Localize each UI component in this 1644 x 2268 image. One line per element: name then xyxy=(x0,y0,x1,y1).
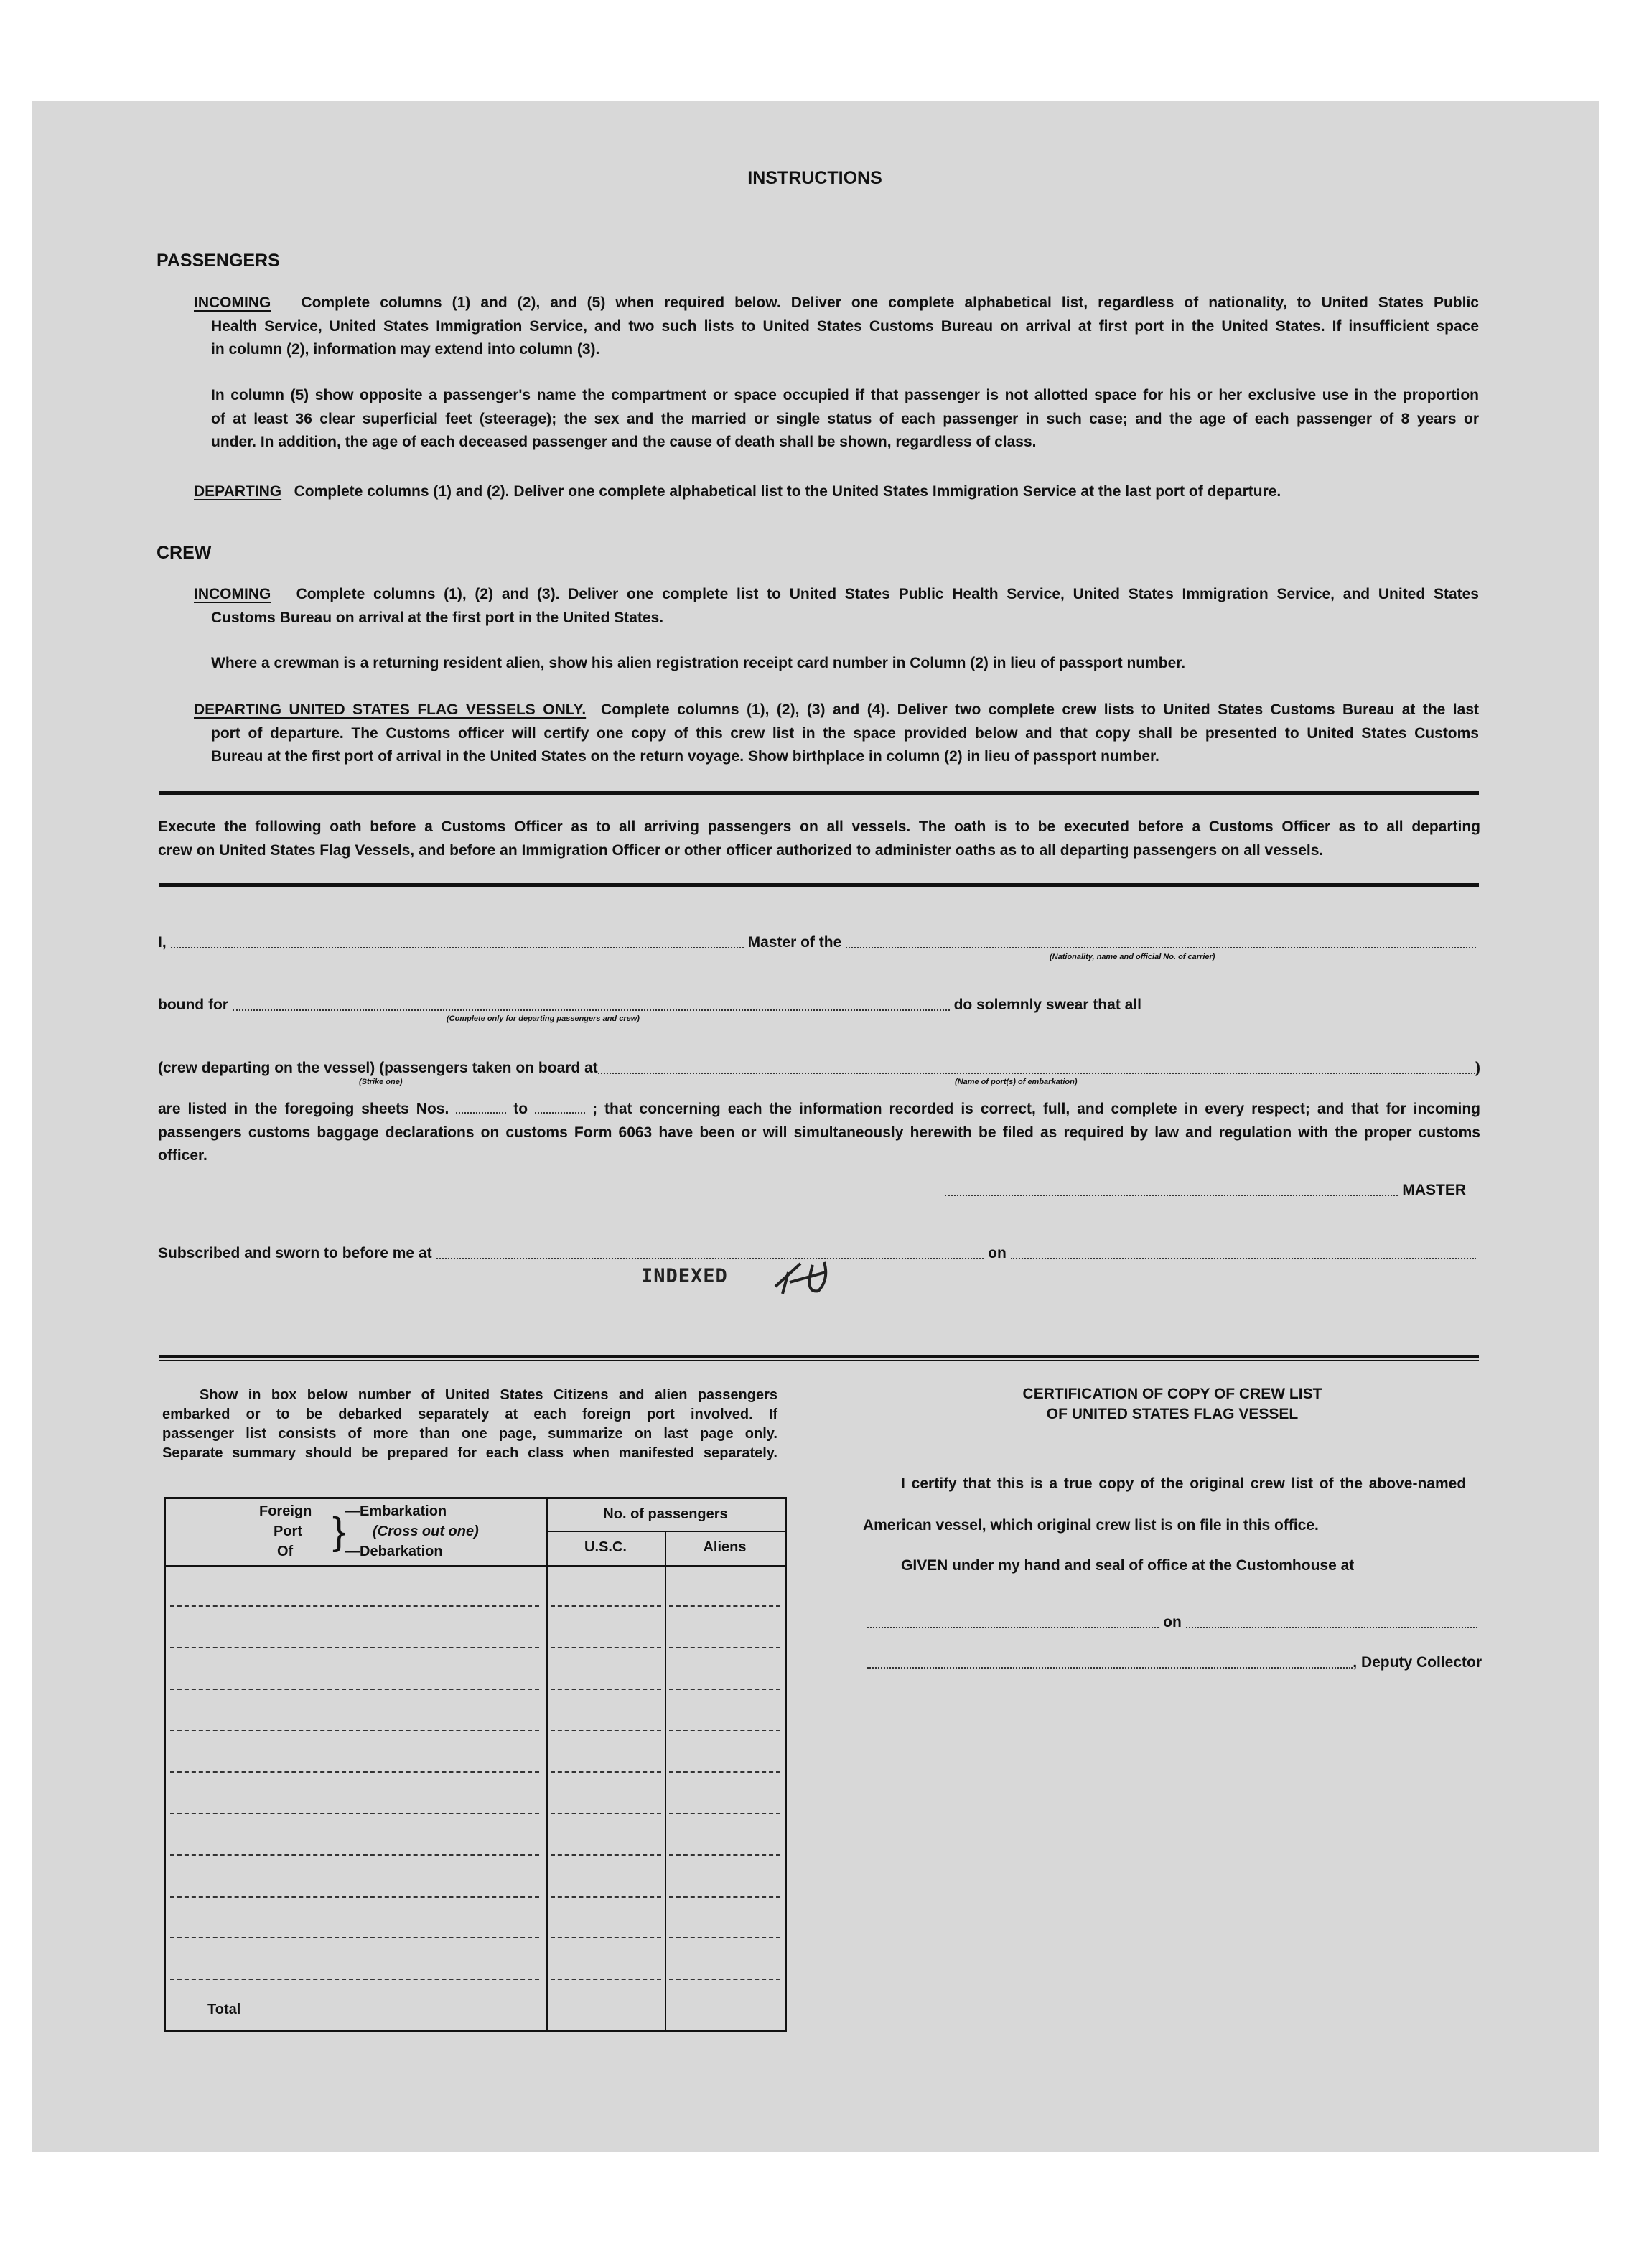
table-row-line xyxy=(170,1647,539,1648)
table-row-line xyxy=(669,1896,780,1898)
text-line: embarked or to be debarked separately at each foreign port involved. If xyxy=(162,1406,777,1422)
label: I, xyxy=(158,934,167,951)
table-row-line xyxy=(669,1813,780,1814)
table-row-line xyxy=(170,1605,539,1607)
page-title: INSTRUCTIONS xyxy=(747,168,882,188)
crew-incoming-paragraph xyxy=(194,583,1479,630)
master-name-field[interactable] xyxy=(171,947,744,948)
certification-title: OF UNITED STATES FLAG VESSEL xyxy=(1046,1406,1299,1422)
embarkation-ports-field[interactable] xyxy=(598,1073,1475,1074)
strike-one-caption: (Strike one) xyxy=(359,1078,403,1086)
table-row-line xyxy=(669,1647,780,1648)
table-row-line xyxy=(669,1730,780,1731)
incoming-label: INCOMING xyxy=(194,586,271,602)
sheet-from-field[interactable] xyxy=(456,1112,506,1114)
table-row-line xyxy=(170,1813,539,1814)
text: are listed in the foregoing sheets Nos. xyxy=(158,1101,449,1117)
sheet-to-field[interactable] xyxy=(535,1112,585,1114)
table-row-line xyxy=(170,1730,539,1731)
text-line: in column (2), information may extend into column (3). xyxy=(211,341,600,358)
passengers-heading: PASSENGERS xyxy=(157,251,280,271)
text-line: Complete columns (1), (2) and (3). Deliver one complete list to United States Public Health Service, United States Immigration Service, and United States xyxy=(296,586,1479,602)
table-row-line xyxy=(170,1937,539,1938)
table-row-line xyxy=(669,1979,780,1980)
carrier-caption: (Nationality, name and official No. of carrier) xyxy=(1050,953,1215,961)
text-line: Execute the following oath before a Customs Officer as to all arriving passengers on all vessels. The oath is to be executed before a Customs Officer as to all departing xyxy=(158,818,1480,835)
crew-heading: CREW xyxy=(157,543,212,563)
table-row-line xyxy=(551,1813,661,1814)
passengers-departing xyxy=(194,480,1281,503)
aliens-header: Aliens xyxy=(703,1539,747,1555)
crewman-note: Where a crewman is a returning resident alien, show his alien registration receipt card number in Column (2) in lieu of passport number. xyxy=(211,655,1186,671)
table-row-line xyxy=(551,1605,661,1607)
bound-for-line xyxy=(158,994,1141,1017)
text-line: Show in box below number of United States Citizens and alien passengers xyxy=(200,1387,777,1403)
table-row-line xyxy=(669,1771,780,1773)
embarkation-line xyxy=(158,1057,1480,1080)
text-line: port of departure. The Customs officer will certify one copy of this crew list in the space provided below and that copy shall be presented to United States Customs xyxy=(211,724,1479,742)
summary-instructions xyxy=(162,1386,777,1463)
of-label: Of xyxy=(277,1544,294,1559)
table-row-line xyxy=(551,1896,661,1898)
table-row-line xyxy=(551,1979,661,1980)
column5-paragraph xyxy=(211,384,1479,454)
table-row-line xyxy=(669,1605,780,1607)
divider xyxy=(159,791,1479,795)
text-line: Separate summary should be prepared for each class when manifested separately. xyxy=(162,1445,777,1461)
table-row-line xyxy=(551,1937,661,1938)
table-row-line xyxy=(669,1937,780,1938)
divider xyxy=(159,1360,1479,1361)
text-line: officer. xyxy=(158,1147,207,1164)
table-row-line xyxy=(669,1854,780,1856)
table-row-line xyxy=(551,1730,661,1731)
text: to xyxy=(513,1101,528,1117)
column-divider xyxy=(665,1531,666,2030)
bound-for-field[interactable] xyxy=(233,1009,950,1011)
header-divider xyxy=(546,1531,785,1532)
debarkation-option[interactable]: —Debarkation xyxy=(345,1544,443,1559)
text-line: Complete columns (1) and (2). Deliver one complete alphabetical list to the United States Immigration Service at the last port of departure. xyxy=(294,483,1281,500)
label: Subscribed and sworn to before me at xyxy=(158,1245,432,1261)
label: on xyxy=(1163,1614,1182,1630)
bound-caption: (Complete only for departing passengers and crew) xyxy=(447,1014,640,1023)
customhouse-field[interactable] xyxy=(867,1627,1159,1628)
initials-signature xyxy=(768,1258,833,1298)
master-signature-line xyxy=(940,1179,1466,1202)
text: ; that concerning each the information recorded is correct, full, and complete in every respect; and that for incoming xyxy=(592,1101,1480,1117)
table-row-line xyxy=(551,1689,661,1690)
text-line: Complete columns (1), (2), (3) and (4). Deliver two complete crew lists to United States Customs Bureau at the last xyxy=(601,701,1479,718)
certification-text: I certify that this is a true copy of the original crew list of the above-named xyxy=(901,1475,1467,1492)
table-row-line xyxy=(551,1854,661,1856)
port-label: Port xyxy=(274,1523,302,1539)
table-row-line xyxy=(551,1771,661,1773)
table-row-line xyxy=(170,1689,539,1690)
passenger-summary-table xyxy=(164,1497,787,2032)
departing-label: DEPARTING xyxy=(194,483,282,500)
embarkation-option[interactable]: —Embarkation xyxy=(345,1503,447,1519)
total-label: Total xyxy=(207,2002,241,2017)
text-line: In column (5) show opposite a passenger's name the compartment or space occupied if that passenger is not allotted space for his or her exclusive use in the proportion xyxy=(211,387,1479,403)
text-line: passenger list consists of more than one page, summarize on last page only. xyxy=(162,1426,777,1442)
text-line: Complete columns (1) and (2), and (5) when required below. Deliver one complete alphabetical list, regardless of nationality, to United States Public xyxy=(301,294,1479,311)
deputy-signature-field[interactable] xyxy=(867,1667,1353,1669)
table-row-line xyxy=(170,1771,539,1773)
departing-label: DEPARTING UNITED STATES FLAG VESSELS ONLY. xyxy=(194,701,587,718)
text-line: crew on United States Flag Vessels, and before an Immigration Officer or other officer authorized to administer oaths as to all departing passengers on all vessels. xyxy=(158,841,1324,859)
place-field[interactable] xyxy=(436,1258,984,1259)
oath-instructions xyxy=(158,816,1480,862)
crew-departing-paragraph xyxy=(194,699,1479,769)
label: bound for xyxy=(158,997,228,1013)
label: MASTER xyxy=(1402,1182,1466,1198)
certification-text: GIVEN under my hand and seal of office at the Customhouse at xyxy=(901,1557,1355,1574)
master-line xyxy=(158,931,1480,954)
header-divider xyxy=(166,1565,785,1567)
date-field[interactable] xyxy=(1011,1258,1476,1259)
table-row-line xyxy=(170,1896,539,1898)
divider xyxy=(159,1355,1479,1358)
table-row-line xyxy=(551,1647,661,1648)
column-divider xyxy=(546,1499,548,2030)
table-row-line xyxy=(170,1979,539,1980)
master-signature-field[interactable] xyxy=(945,1195,1398,1196)
text-line: Customs Bureau on arrival at the first port in the United States. xyxy=(211,609,664,626)
foreign-label: Foreign xyxy=(259,1503,312,1519)
label: do solemnly swear that all xyxy=(953,997,1141,1013)
ports-caption: (Name of port(s) of embarkation) xyxy=(955,1078,1078,1086)
text-line: Bureau at the first port of arrival in the United States on the return voyage. Show birthplace in column (2) in lieu of passport number. xyxy=(211,748,1159,765)
indexed-stamp: INDEXED xyxy=(641,1265,728,1287)
certification-date-field[interactable] xyxy=(1186,1627,1477,1628)
certification-title: CERTIFICATION OF COPY OF CREW LIST xyxy=(1022,1386,1322,1402)
divider xyxy=(159,883,1479,887)
text-line: under. In addition, the age of each deceased passenger and the cause of death shall be shown, regardless of class. xyxy=(211,434,1037,450)
certification-text: American vessel, which original crew list is on file in this office. xyxy=(863,1517,1319,1534)
brace-icon: } xyxy=(332,1510,346,1553)
usc-header: U.S.C. xyxy=(584,1539,627,1555)
listed-paragraph xyxy=(158,1098,1480,1168)
label: ) xyxy=(1475,1060,1480,1076)
customhouse-line xyxy=(863,1611,1482,1634)
text-line: Health Service, United States Immigration Service, and two such lists to United States Customs Bureau on arrival at first port in the United States. If insufficient space xyxy=(211,317,1479,335)
deputy-line xyxy=(863,1651,1482,1674)
label: on xyxy=(988,1245,1007,1261)
passengers-incoming-paragraph xyxy=(194,291,1479,362)
label: , Deputy Collector xyxy=(1353,1654,1482,1671)
incoming-label: INCOMING xyxy=(194,294,271,311)
carrier-field[interactable] xyxy=(846,947,1476,948)
label: Master of the xyxy=(747,934,842,951)
cross-out-caption: (Cross out one) xyxy=(373,1523,479,1539)
text-line: of at least 36 clear superficial feet (steerage); the sex and the married or single status of each passenger in such case; and the age of each passenger of 8 years or xyxy=(211,410,1479,427)
label: (crew departing on the vessel) (passengers taken on board at xyxy=(158,1060,598,1076)
text-line: passengers customs baggage declarations on customs Form 6063 have been or will simultaneously herewith be filed as required by law and regulation with the proper customs xyxy=(158,1124,1480,1141)
no-of-passengers-header: No. of passengers xyxy=(603,1506,728,1522)
table-row-line xyxy=(669,1689,780,1690)
table-row-line xyxy=(170,1854,539,1856)
